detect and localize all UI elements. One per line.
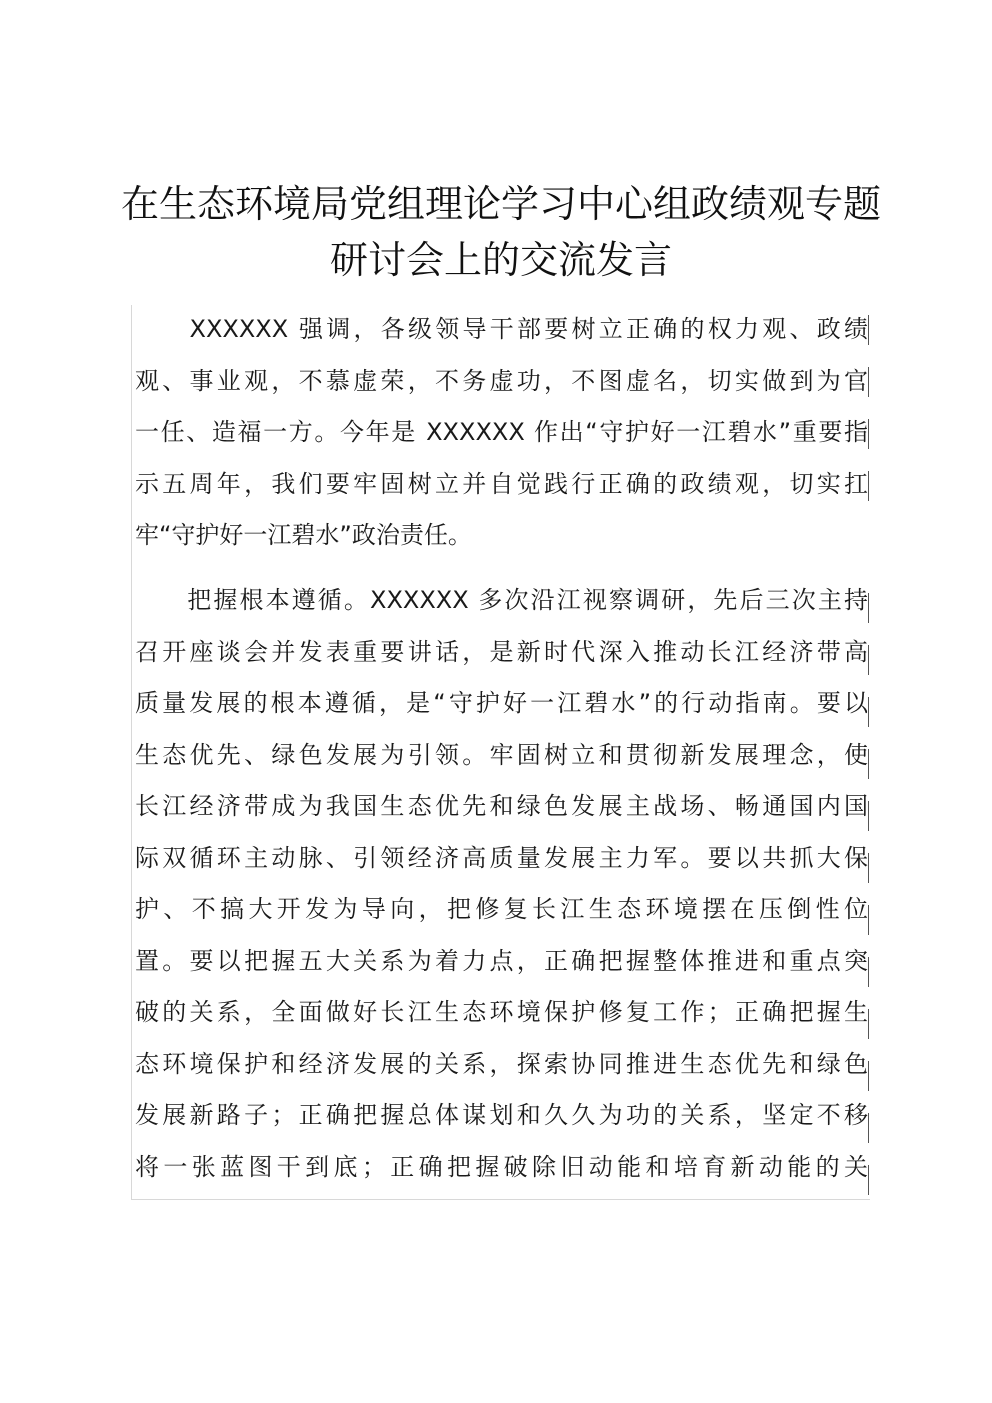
paragraph-fundamental-guidance — [135, 575, 868, 1193]
text-line: 破的关系，全面做好长江生态环境保护修复工作；正确把握生 — [135, 998, 868, 1026]
right-margin-marks — [868, 305, 870, 1199]
text-line: 将一张蓝图干到底；正确把握破除旧动能和培育新动能的关 — [135, 1152, 868, 1181]
text-line: 生态优先、绿色发展为引领。牢固树立和贯彻新发展理念，使 — [135, 740, 868, 769]
title-line: 在生态环境局党组理论学习中心组政绩观专题 — [120, 182, 881, 226]
text-line: 置。要以把握五大关系为着力点，正确把握整体推进和重点突 — [135, 946, 868, 975]
text-line: 长江经济带成为我国生态优先和绿色发展主战场、畅通国内国 — [135, 792, 868, 820]
text-line: 质量发展的根本遵循，是“守护好一江碧水”的行动指南。要以 — [135, 689, 868, 717]
paragraph-intro — [135, 304, 868, 562]
text-line: 观、事业观，不慕虚荣，不务虚功，不图虚名，切实做到为官 — [135, 366, 868, 395]
text-line: 态环境保护和经济发展的关系，探索协同推进生态优先和绿色 — [135, 1049, 868, 1078]
text-line: 一任、造福一方。今年是 XXXXXX 作出“守护好一江碧水”重要指 — [135, 418, 868, 446]
text-line: 牢“守护好一江碧水”政治责任。 — [135, 521, 472, 549]
text-line: 示五周年，我们要牢固树立并自觉践行正确的政绩观，切实扛 — [135, 469, 868, 498]
text-line: 把握根本遵循。XXXXXX 多次沿江视察调研，先后三次主持 — [135, 586, 868, 614]
text-line: XXXXXX 强调，各级领导干部要树立正确的权力观、政绩 — [135, 315, 868, 343]
document-title — [120, 176, 882, 288]
text-line: 召开座谈会并发表重要讲话，是新时代深入推动长江经济带高 — [135, 637, 868, 666]
text-line: 发展新路子；正确把握总体谋划和久久为功的关系，坚定不移 — [135, 1101, 868, 1129]
text-line: 际双循环主动脉、引领经济高质量发展主力军。要以共抓大保 — [135, 843, 868, 872]
title-line: 研讨会上的交流发言 — [329, 238, 672, 282]
text-line: 护、不搞大开发为导向，把修复长江生态环境摆在压倒性位 — [135, 895, 868, 923]
